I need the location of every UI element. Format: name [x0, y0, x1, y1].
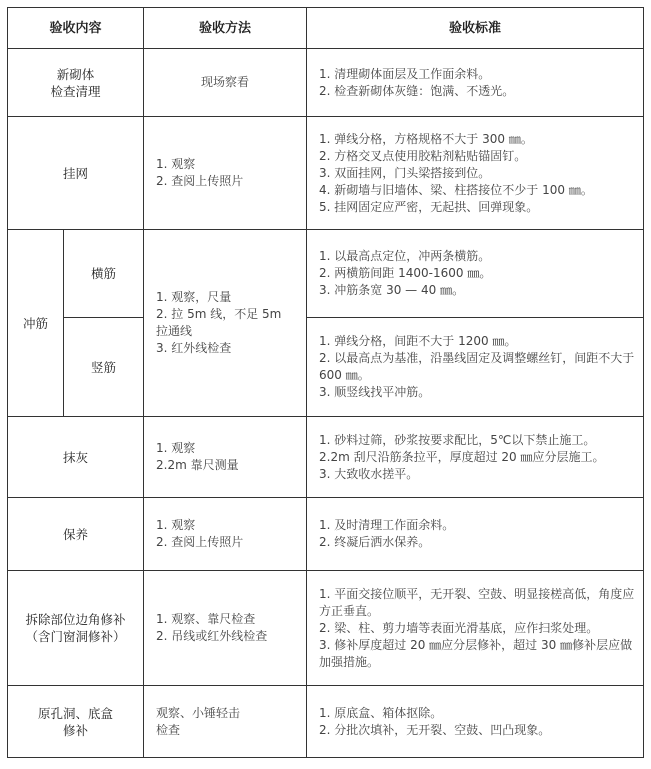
row-subitem-hengjin: 横筋: [64, 230, 144, 318]
row-item: 拆除部位边角修补 （含门窗洞修补）: [8, 571, 144, 686]
row-method: 1. 观察 2.2m 靠尺测量: [144, 417, 307, 498]
row-subitem-shujin: 竖筋: [64, 318, 144, 417]
row-method: 1. 观察，尺量 2. 拉 5m 线，不足 5m 拉通线 3. 红外线检查: [144, 230, 307, 417]
table-row: [8, 318, 644, 417]
row-method: 1. 观察 2. 查阅上传照片: [144, 498, 307, 571]
row-item: 原孔洞、底盒 修补: [8, 686, 144, 758]
row-item-chongjin: 冲筋: [8, 230, 64, 417]
acceptance-table: [7, 7, 644, 758]
row-standard: 1. 弹线分格，方格规格不大于 300 ㎜。 2. 方格交叉点使用胶粘剂粘贴锚固钉。 3. 双面挂网，门头梁搭接到位。 4. 新砌墙与旧墙体、梁、柱搭接位不少于 100 ㎜。 5. 挂网固定应严密，无起拱、回弹现象。: [307, 117, 644, 230]
row-method: 现场察看: [144, 49, 307, 117]
table-row: [8, 498, 644, 571]
table-row: [8, 117, 644, 230]
row-item: 保养: [8, 498, 144, 571]
row-method: 1. 观察、靠尺检查 2. 吊线或红外线检查: [144, 571, 307, 686]
row-standard-shujin: 1. 弹线分格，间距不大于 1200 ㎜。 2. 以最高点为基准，沿墨线固定及调整螺丝钉，间距不大于 600 ㎜。 3. 顺竖线找平冲筋。: [307, 318, 644, 417]
table-header-row: [8, 8, 644, 49]
row-standard: 1. 原底盒、箱体抠除。 2. 分批次填补，无开裂、空鼓、凹凸现象。: [307, 686, 644, 758]
header-content: 验收内容: [8, 8, 144, 49]
row-standard-hengjin: 1. 以最高点定位，冲两条横筋。 2. 两横筋间距 1400-1600 ㎜。 3. 冲筋条宽 30 — 40 ㎜。: [307, 230, 644, 318]
row-standard: 1. 平面交接位顺平，无开裂、空鼓、明显接槎高低，角度应方正垂直。 2. 梁、柱、剪力墙等表面光滑基底，应作扫浆处理。 3. 修补厚度超过 20 ㎜应分层修补，超过 30 ㎜修补层应做加强措施。: [307, 571, 644, 686]
header-method: 验收方法: [144, 8, 307, 49]
header-standard: 验收标准: [307, 8, 644, 49]
row-item: 新砌体 检查清理: [8, 49, 144, 117]
row-item: 抹灰: [8, 417, 144, 498]
row-standard: 1. 清理砌体面层及工作面余料。 2. 检查新砌体灰缝：饱满、不透光。: [307, 49, 644, 117]
table-row: [8, 230, 644, 318]
table-row: [8, 417, 644, 498]
table-row: [8, 49, 644, 117]
row-standard: 1. 砂料过筛，砂浆按要求配比，5℃以下禁止施工。 2.2m 刮尺沿筋条拉平，厚度超过 20 ㎜应分层施工。 3. 大致收水搓平。: [307, 417, 644, 498]
row-item: 挂网: [8, 117, 144, 230]
row-standard: 1. 及时清理工作面余料。 2. 终凝后洒水保养。: [307, 498, 644, 571]
row-method: 1. 观察 2. 查阅上传照片: [144, 117, 307, 230]
table-row: [8, 571, 644, 686]
table-row: [8, 686, 644, 758]
row-method: 观察、小锤轻击 检查: [144, 686, 307, 758]
